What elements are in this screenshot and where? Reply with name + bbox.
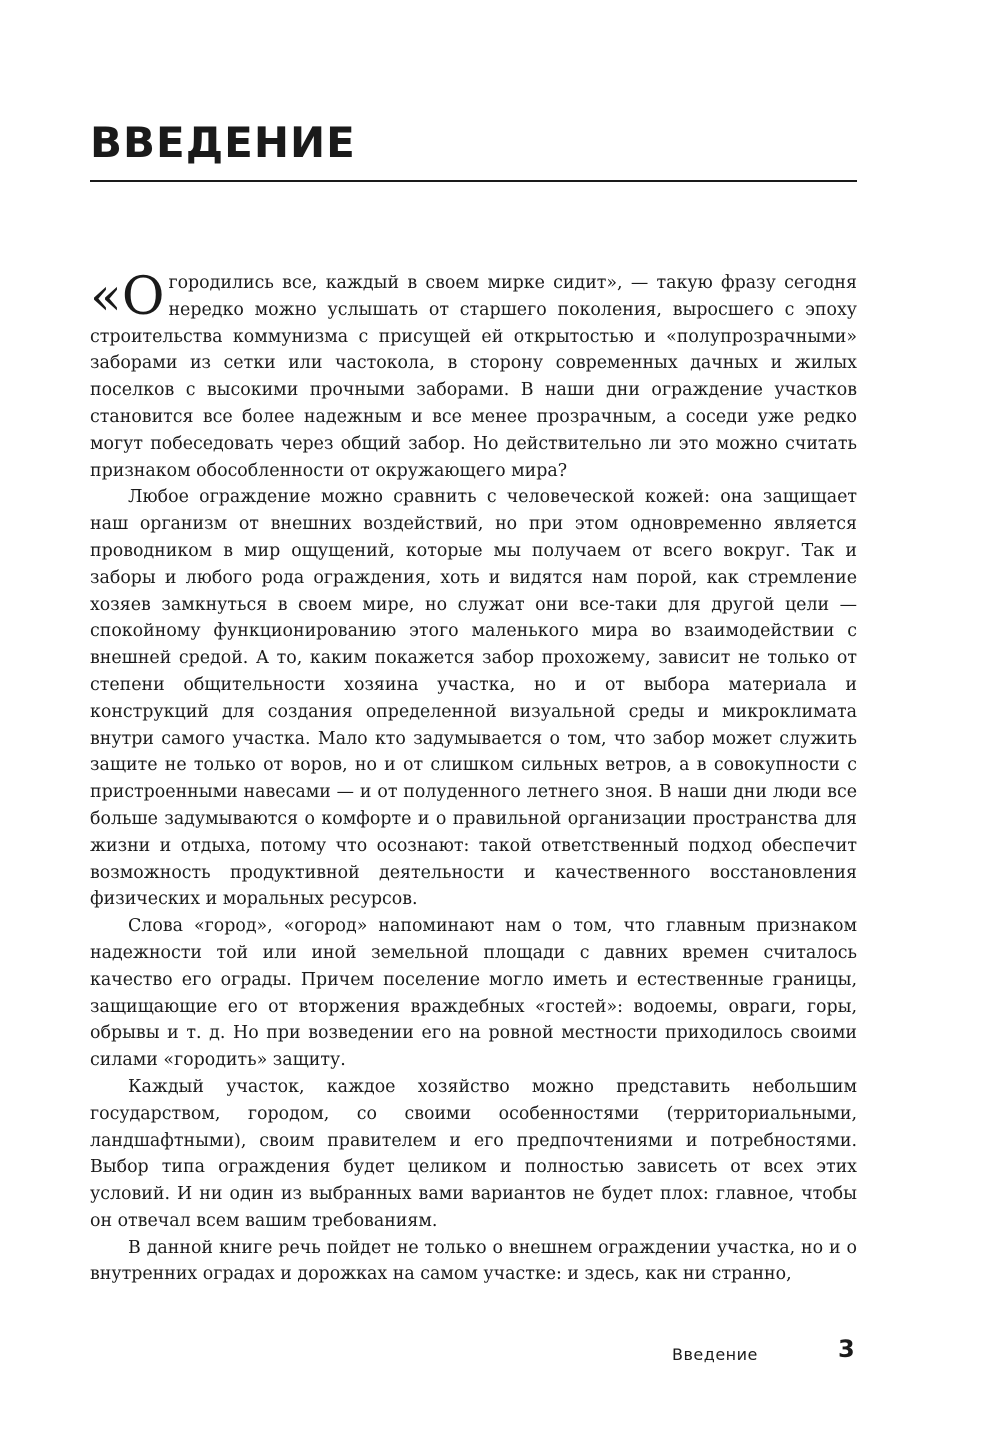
paragraph-1 — [90, 267, 857, 484]
paragraph-3: Слова «город», «огород» напоминают нам о том, что главным признаком надежности той или иной земельной площади с давних времен считалось качество его ограды. Причем поселение могло иметь и естественные границы, защищающие его от вторжения враждебных «гостей»: водоемы, овраги, горы, обрывы и т. д. Но при возведении его на ровной местности приходилось своими силами «городить» защиту. — [90, 916, 857, 1071]
paragraph-4: Каждый участок, каждое хозяйство можно представить небольшим государством, городом, со своими особенностями (территориальными, ландшафтными), своим правителем и его предпочтениями и потребностями. Выбор типа ограждения будет целиком и полностью зависеть от всех этих условий. И ни один из выбранных вами вариантов не будет плох: главное, чтобы он отвечал всем вашим требованиям. — [90, 1076, 857, 1231]
page-number: 3 — [838, 1335, 855, 1363]
drop-cap — [90, 267, 165, 327]
paragraph-1-text: городились все, каждый в своем мирке сидит», — такую фразу сегодня нередко можно услышать от старшего поколения, выросшего с эпоху строительства коммунизма с присущей ей открытостью и «полупрозрачными» заборами из сетки или частокола, в сторону современных дачных и жилых поселков с высокими прочными заборами. В наши дни ограждение участков становится все более надежным и все менее прозрачным, а соседи уже редко могут побеседовать через общий забор. Но действительно ли это можно считать признаком обособленности от окружающего мира? — [90, 273, 857, 481]
drop-cap-quote: « — [90, 267, 122, 327]
body-text — [90, 267, 857, 1288]
chapter-title: ВВЕДЕНИЕ — [90, 118, 356, 167]
drop-cap-letter: О — [121, 267, 165, 327]
paragraph-5: В данной книге речь пойдет не только о внешнем ограждении участка, но и о внутренних оградах и дорожках на самом участке: и здесь, как ни странно, — [90, 1237, 857, 1285]
title-divider — [90, 180, 857, 182]
running-footer-section: Введение — [672, 1345, 758, 1364]
paragraph-2: Любое ограждение можно сравнить с человеческой кожей: она защищает наш организм от внешних воздействий, но при этом одновременно является проводником в мир ощущений, которые мы получаем от всего вокруг. Так и заборы и любого рода ограждения, хоть и видятся нам порой, как стремление хозяев замкнуться в своем мире, но служат они все-таки для другой цели — спокойному функционированию этого маленького мира во взаимодействии с внешней средой. А то, каким покажется забор прохожему, зависит не только от степени общительности хозяина участка, но и от выбора материала и конструкций для создания определенной визуальной среды и микроклимата внутри самого участка. Мало кто задумывается о том, что забор может служить защите не только от воров, но и от слишком сильных ветров, а в совокупности с пристроенными навесами — и от полуденного летнего зноя. В наши дни люди все больше задумываются о комфорте и о правильной организации пространства для жизни и отдыха, потому что осознают: такой ответственный подход обеспечит возможность продуктивной деятельности и качественного восстановления физических и моральных ресурсов. — [90, 487, 857, 910]
